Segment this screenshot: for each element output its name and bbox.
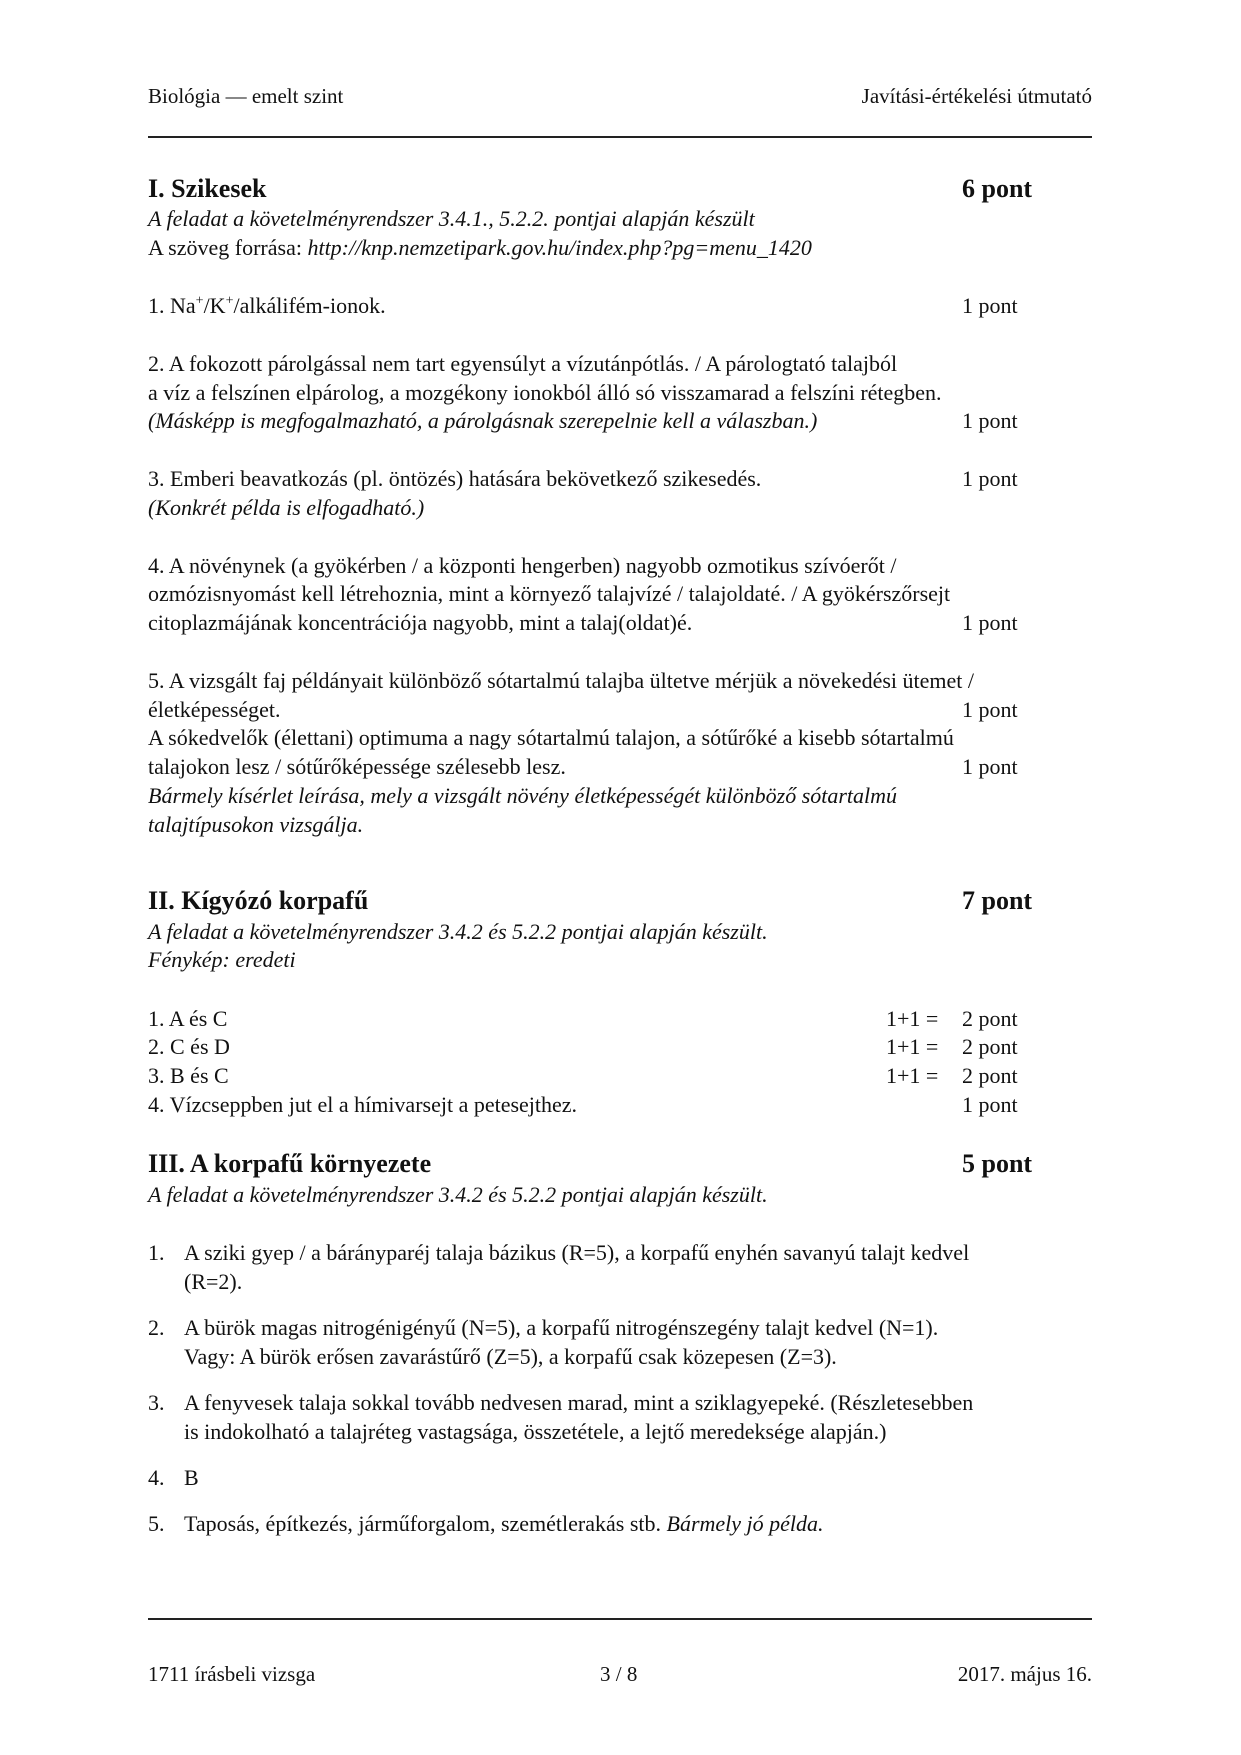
footer-exam-id: 1711 írásbeli vizsga [148, 1662, 316, 1686]
q1-sup1: + [195, 293, 204, 309]
s3-item-number: 2. [148, 1315, 165, 1340]
s2-answer-calc: 1+1 = [886, 1063, 939, 1088]
s1-q2-line2: a víz a felszínen elpárolog, a mozgékony ionokból álló só visszamarad a felszíni rétegben. [148, 380, 942, 405]
s3-item-line1: A sziki gyep / a bárányparéj talaja bázikus (R=5), a korpafű enyhén savanyú talajt kedvel [184, 1240, 970, 1265]
q1-mid: /K [203, 293, 226, 318]
s1-q4-line3: citoplazmájának koncentrációja nagyobb, mint a talaj(oldat)é. [148, 610, 693, 635]
header-guide-title: Javítási-értékelési útmutató [861, 84, 1092, 108]
section-3-points: 5 pont [962, 1149, 1033, 1178]
s1-q1-points: 1 pont [962, 293, 1018, 318]
s2-answer-text: 2. C és D [148, 1034, 230, 1059]
s1-q3-line1: 3. Emberi beavatkozás (pl. öntözés) hatására bekövetkező szikesedés. [148, 466, 762, 491]
s2-answer-calc: 1+1 = [886, 1006, 939, 1031]
s2-answer-points: 2 pont [962, 1034, 1018, 1059]
source-label: A szöveg forrása: [148, 235, 308, 260]
s1-q2-points: 1 pont [962, 408, 1018, 433]
section-2-title: II. Kígyózó korpafű [148, 886, 369, 915]
section-2-photo-credit: Fénykép: eredeti [148, 947, 296, 972]
s2-answer-text: 1. A és C [148, 1006, 228, 1031]
s3-item-line2: (R=2). [184, 1269, 243, 1294]
s2-answer-points: 2 pont [962, 1063, 1018, 1088]
s1-q4-points: 1 pont [962, 610, 1018, 635]
s1-q4-line1: 4. A növénynek (a gyökérben / a központi hengerben) nagyobb ozmotikus szívóerőt / [148, 553, 897, 578]
header-divider [148, 136, 1092, 138]
section-2-points: 7 pont [962, 886, 1033, 915]
s3-item-number: 4. [148, 1465, 165, 1490]
s1-q1-answer [148, 293, 386, 319]
footer-divider [148, 1618, 1092, 1620]
s1-q5-line4: talajokon lesz / sótűrőképessége szélesebb lesz. [148, 754, 566, 779]
s1-q5-line1: 5. A vizsgált faj példányait különböző sótartalmú talajba ültetve mérjük a növekedési ütemet / [148, 668, 974, 693]
section-1-points: 6 pont [962, 174, 1033, 203]
s1-q5-points2: 1 pont [962, 754, 1018, 779]
header-subject: Biológia — emelt szint [148, 84, 344, 108]
s3-item-line2: Vagy: A bürök erősen zavarástűrő (Z=5), a korpafű csak közepesen (Z=3). [184, 1344, 837, 1369]
section-1-title: I. Szikesek [148, 174, 267, 203]
s2-answer-text: 4. Vízcseppben jut el a hímivarsejt a petesejthez. [148, 1092, 578, 1117]
q1-sup2: + [225, 293, 234, 309]
s3-item5-text: Taposás, építkezés, járműforgalom, szemétlerakás stb. [184, 1511, 667, 1536]
s2-answer-points: 2 pont [962, 1006, 1018, 1031]
footer-date: 2017. május 16. [957, 1662, 1092, 1686]
section-1-basis: A feladat a követelményrendszer 3.4.1., 5.2.2. pontjai alapján készült [148, 206, 755, 231]
s1-q5-note2: talajtípusokon vizsgálja. [148, 812, 364, 837]
s2-answer-points: 1 pont [962, 1092, 1018, 1117]
section-2-basis: A feladat a követelményrendszer 3.4.2 és 5.2.2 pontjai alapján készült. [148, 919, 768, 944]
s3-item-number: 1. [148, 1240, 165, 1265]
s3-item-line1 [184, 1511, 824, 1537]
s3-item-line1: A bürök magas nitrogénigényű (N=5), a korpafű nitrogénszegény talajt kedvel (N=1). [184, 1315, 939, 1340]
q1-pre: 1. Na [148, 293, 196, 318]
s3-item-line2: is indokolható a talajréteg vastagsága, összetétele, a lejtő meredeksége alapján.) [184, 1419, 887, 1444]
s2-answer-text: 3. B és C [148, 1063, 229, 1088]
s1-q4-line2: ozmózisnyomást kell létrehoznia, mint a környező talajvízé / talajoldaté. / A gyökérszőrsejt [148, 581, 951, 606]
section-3-basis: A feladat a követelményrendszer 3.4.2 és 5.2.2 pontjai alapján készült. [148, 1182, 768, 1207]
q1-post: /alkálifém-ionok. [233, 293, 386, 318]
s2-answer-calc: 1+1 = [886, 1034, 939, 1059]
s1-q3-note: (Konkrét példa is elfogadható.) [148, 495, 425, 520]
s3-item-number: 3. [148, 1390, 165, 1415]
s1-q2-line1: 2. A fokozott párolgással nem tart egyensúlyt a vízutánpótlás. / A párologtató talajból [148, 351, 898, 376]
section-3-title: III. A korpafű környezete [148, 1149, 432, 1178]
source-url: http://knp.nemzetipark.gov.hu/index.php?pg=menu_1420 [307, 235, 812, 260]
s3-item-line1: A fenyvesek talaja sokkal tovább nedvesen marad, mint a sziklagyepeké. (Részletesebben [184, 1390, 974, 1415]
s3-item5-note: Bármely jó példa. [666, 1511, 824, 1536]
s1-q5-points1: 1 pont [962, 697, 1018, 722]
section-1-source [148, 235, 812, 261]
s1-q5-line3: A sókedvelők (élettani) optimuma a nagy sótartalmú talajon, a sótűrőké a kisebb sótartalmú [148, 725, 954, 750]
s1-q2-note: (Másképp is megfogalmazható, a párolgásnak szerepelnie kell a válaszban.) [148, 408, 818, 433]
s1-q3-points: 1 pont [962, 466, 1018, 491]
s3-item-line1: B [184, 1465, 199, 1490]
s1-q5-note1: Bármely kísérlet leírása, mely a vizsgált növény életképességét különböző sótartalmú [148, 783, 898, 808]
s1-q5-line2: életképességet. [148, 697, 281, 722]
footer-page-number: 3 / 8 [600, 1662, 638, 1686]
s3-item-number: 5. [148, 1511, 165, 1536]
